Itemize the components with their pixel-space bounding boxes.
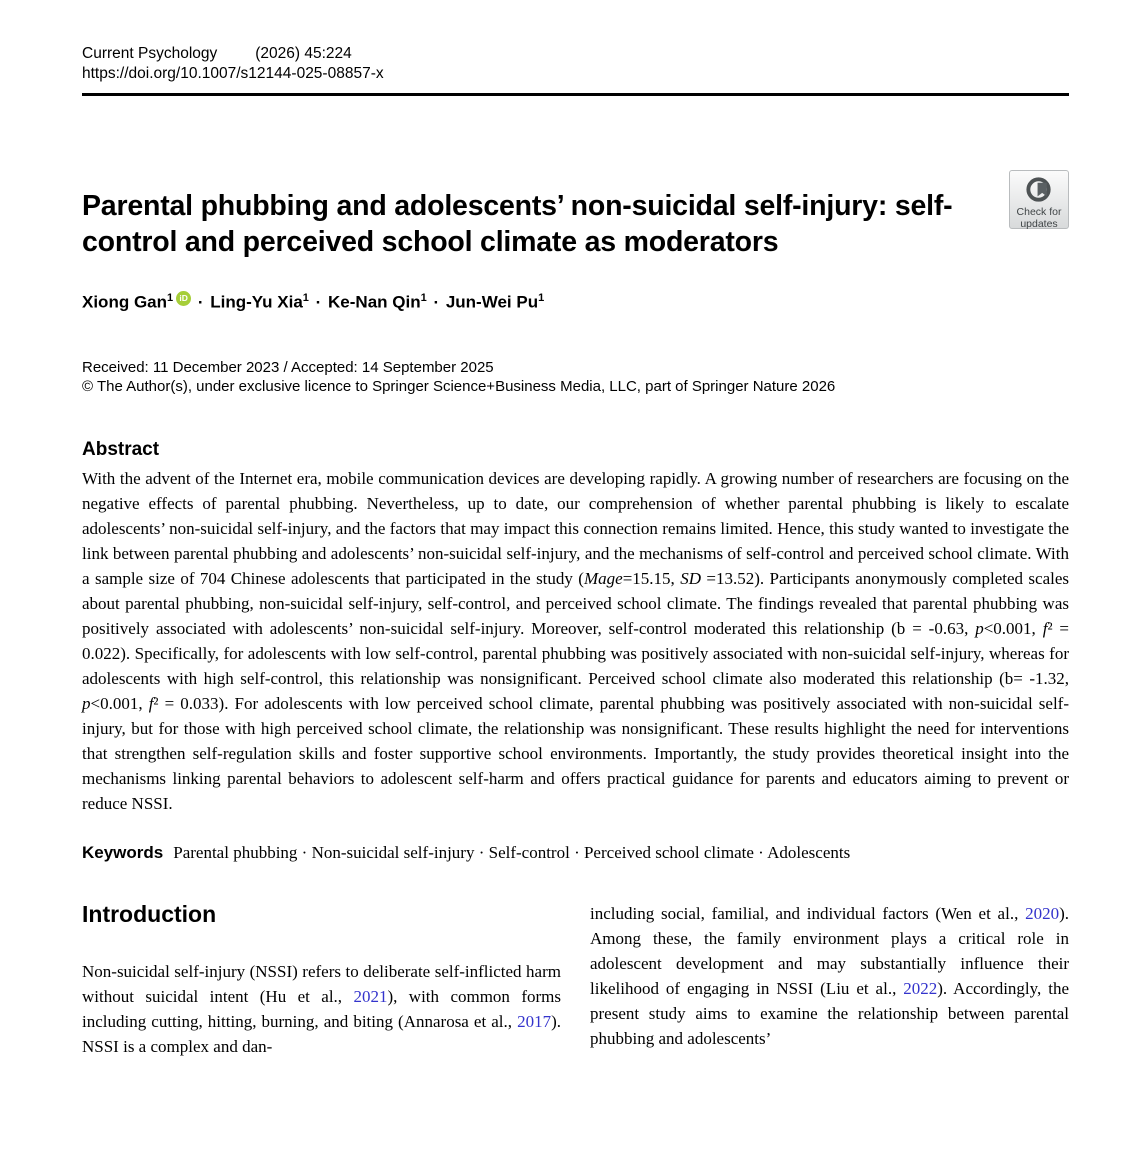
paper-page [0,44,1139,1149]
check-for-updates-badge[interactable] [1009,170,1069,229]
abstract-heading: Abstract [82,438,160,460]
citation-link[interactable]: 2022 [903,978,938,998]
author-separator: · [428,292,444,312]
author-affiliation-superscript: 1 [420,292,427,304]
author-affiliation-superscript: 1 [538,292,545,304]
orcid-icon[interactable]: iD [176,291,191,306]
header-divider [82,93,1069,96]
author-separator: · [310,292,327,312]
author-list [82,291,1069,313]
copyright-notice: © The Author(s), under exclusive licence to Springer Science+Business Media, LLC, part of Springer Nature 2026 [82,378,836,396]
introduction-section [82,901,1069,1059]
introduction-paragraph-right: including social, familial, and individual factors (Wen et al., 2020). Among these, the family environment plays a critical role in adolescent development and may substantially influence their likelihood of engaging in NSSI (Liu et al., 2022). Accordingly, the present study aims to examine the relationship between parental phubbing and adolescents’ [590,903,1069,1048]
author-separator: · [193,292,209,312]
article-meta [82,358,1069,397]
check-for-updates-icon [1024,175,1055,206]
left-column [82,901,561,1059]
received-accepted-dates: Received: 11 December 2023 / Accepted: 14 September 2025 [82,358,494,376]
introduction-paragraph-left: Non-suicidal self-injury (NSSI) refers to deliberate self-inflicted harm without suicidal intent (Hu et al., 2021), with common forms including cutting, hitting, burning, and biting (Annarosa et al., 2017). NSSI is a complex and dan- [82,961,562,1056]
keywords-list: Parental phubbing · Non-suicidal self-injury · Self-control · Perceived school climate · Adolescents [173,842,851,862]
introduction-heading: Introduction [82,900,217,927]
author-name: Ke-Nan Qin [328,292,421,312]
journal-name: Current Psychology [82,45,218,62]
check-for-updates-label: Check for updates [1016,206,1062,230]
author-affiliation-superscript: 1 [302,292,309,304]
keywords-label: Keywords [82,842,164,862]
citation-link[interactable]: 2021 [353,986,388,1006]
right-column [590,901,1069,1059]
author-name: Xiong Gan [82,292,167,312]
author-name: Jun-Wei Pu [445,292,539,312]
journal-header [82,44,1069,84]
journal-issue: (2026) 45:224 [255,45,352,62]
citation-link[interactable]: 2017 [517,1011,552,1031]
abstract-text: With the advent of the Internet era, mobile communication devices are developing rapidly. A growing number of researchers are focusing on the negative effects of parental phubbing. Nevertheless, up to date, our comprehension of whether parental phubbing is likely to escalate adolescents’ non-suicidal self-injury, and the factors that may impact this connection remains limited. Hence, this study wanted to investigate the link between parental phubbing and adolescents’ non-suicidal self-injury, and the mechanisms of self-control and perceived school climate. With a sample size of 704 Chinese adolescents that participated in the study (Mage=15.15, SD =13.52). Participants anonymously completed scales about parental phubbing, non-suicidal self-injury, self-control, and perceived school climate. The findings revealed that parental phubbing was positively associated with adolescents’ non-suicidal self-injury. Moreover, self-control moderated this relationship (b = -0.63, p<0.001, f² = 0.022). Specifically, for adolescents with low self-control, parental phubbing was positively associated with non-suicidal self-injury, whereas for adolescents with high self-control, this relationship was nonsignificant. Perceived school climate also moderated this relationship (b= -1.32, p<0.001, f² = 0.033). For adolescents with low perceived school climate, parental phubbing was positively associated with non-suicidal self-injury, but for those with high perceived school climate, the relationship was nonsignificant. These results highlight the need for interventions that strengthen self-regulation skills and foster supportive school environments. Importantly, the study provides theoretical insight into the mechanisms linking parental behaviors to adolescent self-harm and offers practical guidance for parents and educators aiming to prevent or reduce NSSI. [82,468,1070,813]
citation-link[interactable]: 2020 [1025,903,1060,923]
author-name: Ling-Yu Xia [210,292,303,312]
author-affiliation-superscript: 1 [167,292,174,304]
keywords-row [82,843,1069,863]
page-title: Parental phubbing and adolescents’ non-suicidal self-injury: self- control and perceived school climate as moderators [82,190,953,258]
doi-link[interactable]: https://doi.org/10.1007/s12144-025-08857-x [82,65,384,82]
